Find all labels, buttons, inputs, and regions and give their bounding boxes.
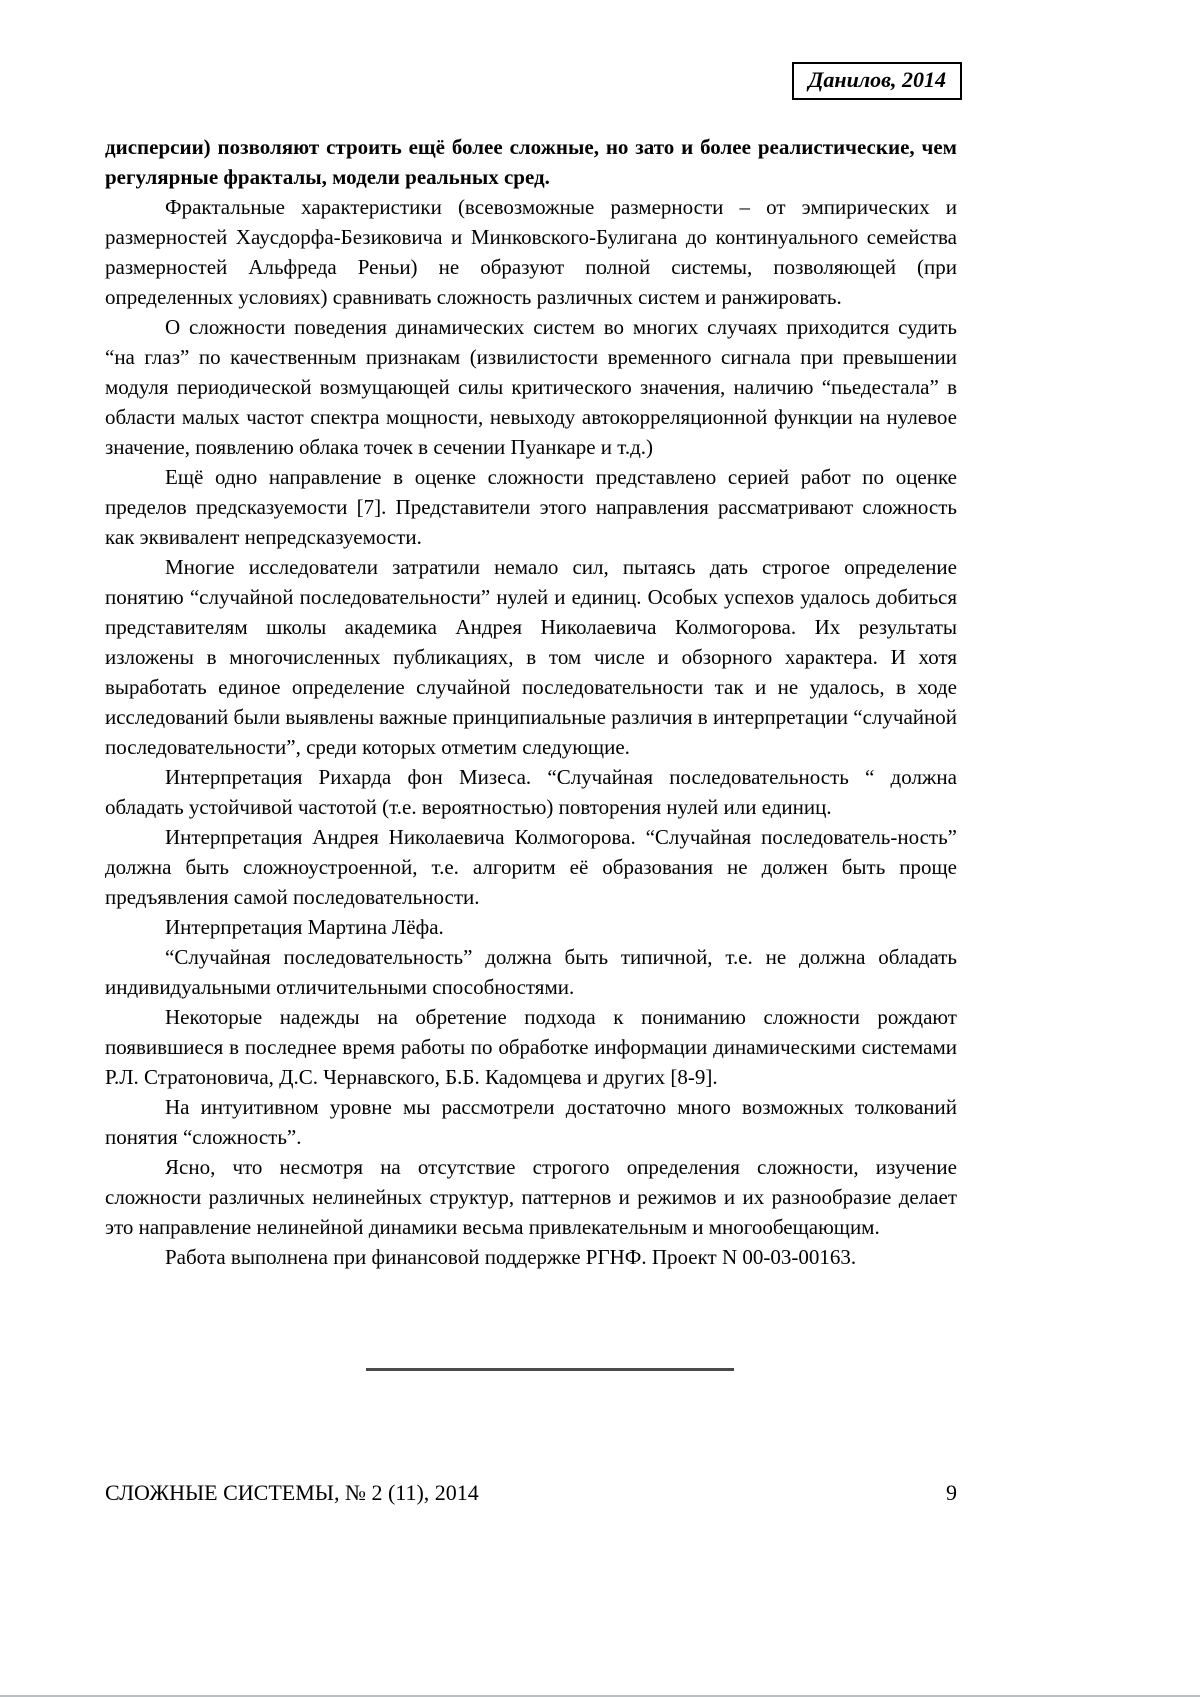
paragraph: Интерпретация Рихарда фон Мизеса. “Случайная последовательность “ должна обладать устойчивой частотой (т.е. вероятностью) повторения нулей или единиц.	[105, 765, 957, 819]
citation-box	[792, 62, 962, 100]
paragraph: Некоторые надежды на обретение подхода к пониманию сложности рождают появившиеся в последнее время работы по обработке информации динамическими системами Р.Л. Стратоновича, Д.С. Чернавского, Б.Б. Кадомцева и других [8-9].	[105, 1005, 957, 1089]
paragraph: Ещё одно направление в оценке сложности представлено серией работ по оценке пределов предсказуемости [7]. Представители этого направления рассматривают сложность как эквивалент непредсказуемости.	[105, 465, 957, 549]
paragraph: Фрактальные характеристики (всевозможные размерности – от эмпирических и размерностей Хаусдорфа-Безиковича и Минковского-Булигана до континуального семейства размерностей Альфреда Реньи) не образуют полной системы, позволяющей (при определенных условиях) сравнивать сложность различных систем и ранжировать.	[105, 195, 957, 309]
section-divider	[366, 1368, 734, 1371]
citation-text: Данилов, 2014	[808, 67, 946, 92]
paragraph: Интерпретация Андрея Николаевича Колмогорова. “Случайная последователь-ность” должна быть сложноустроенной, т.е. алгоритм её образования не должен быть проще предъявления самой последовательности.	[105, 825, 957, 909]
paragraph: Интерпретация Мартина Лёфа.	[165, 915, 444, 939]
paragraph: На интуитивном уровне мы рассмотрели достаточно много возможных толкований понятия “сложность”.	[105, 1095, 957, 1149]
page-number: 9	[946, 1480, 957, 1505]
paragraph: Ясно, что несмотря на отсутствие строгого определения сложности, изучение сложности различных нелинейных структур, паттернов и режимов и их разнообразие делает это направление нелинейной динамики весьма привлекательным и многообещающим.	[105, 1155, 957, 1239]
paragraph: О сложности поведения динамических систем во многих случаях приходится судить “на глаз” по качественным признакам (извилистости временного сигнала при превышении модуля периодической возмущающей силы критического значения, наличию “пьедестала” в области малых частот спектра мощности, невыходу автокорреляционной функции на нулевое значение, появлению облака точек в сечении Пуанкаре и т.д.)	[105, 315, 957, 459]
journal-title: СЛОЖНЫЕ СИСТЕМЫ, № 2 (11), 2014	[105, 1480, 479, 1505]
paragraph: Работа выполнена при финансовой поддержке РГНФ. Проект N 00-03-00163.	[165, 1245, 857, 1269]
page-footer	[105, 1480, 957, 1506]
document-body	[105, 132, 957, 1272]
paragraph: “Случайная последовательность” должна быть типичной, т.е. не должна обладать индивидуальными отличительными способностями.	[105, 945, 957, 999]
paragraph: Многие исследователи затратили немало сил, пытаясь дать строгое определение понятию “случайной последовательности” нулей и единиц. Особых успехов удалось добиться представителям школы академика Андрея Николаевича Колмогорова. Их результаты изложены в многочисленных публикациях, в том числе и обзорного характера. И хотя выработать единое определение случайной последовательности так и не удалось, в ходе исследований были выявлены важные принципиальные различия в интерпретации “случайной последовательности”, среди которых отметим следующие.	[105, 555, 957, 759]
paragraph: дисперсии) позволяют строить ещё более сложные, но зато и более реалистические, чем регулярные фракталы, модели реальных сред.	[105, 135, 957, 189]
